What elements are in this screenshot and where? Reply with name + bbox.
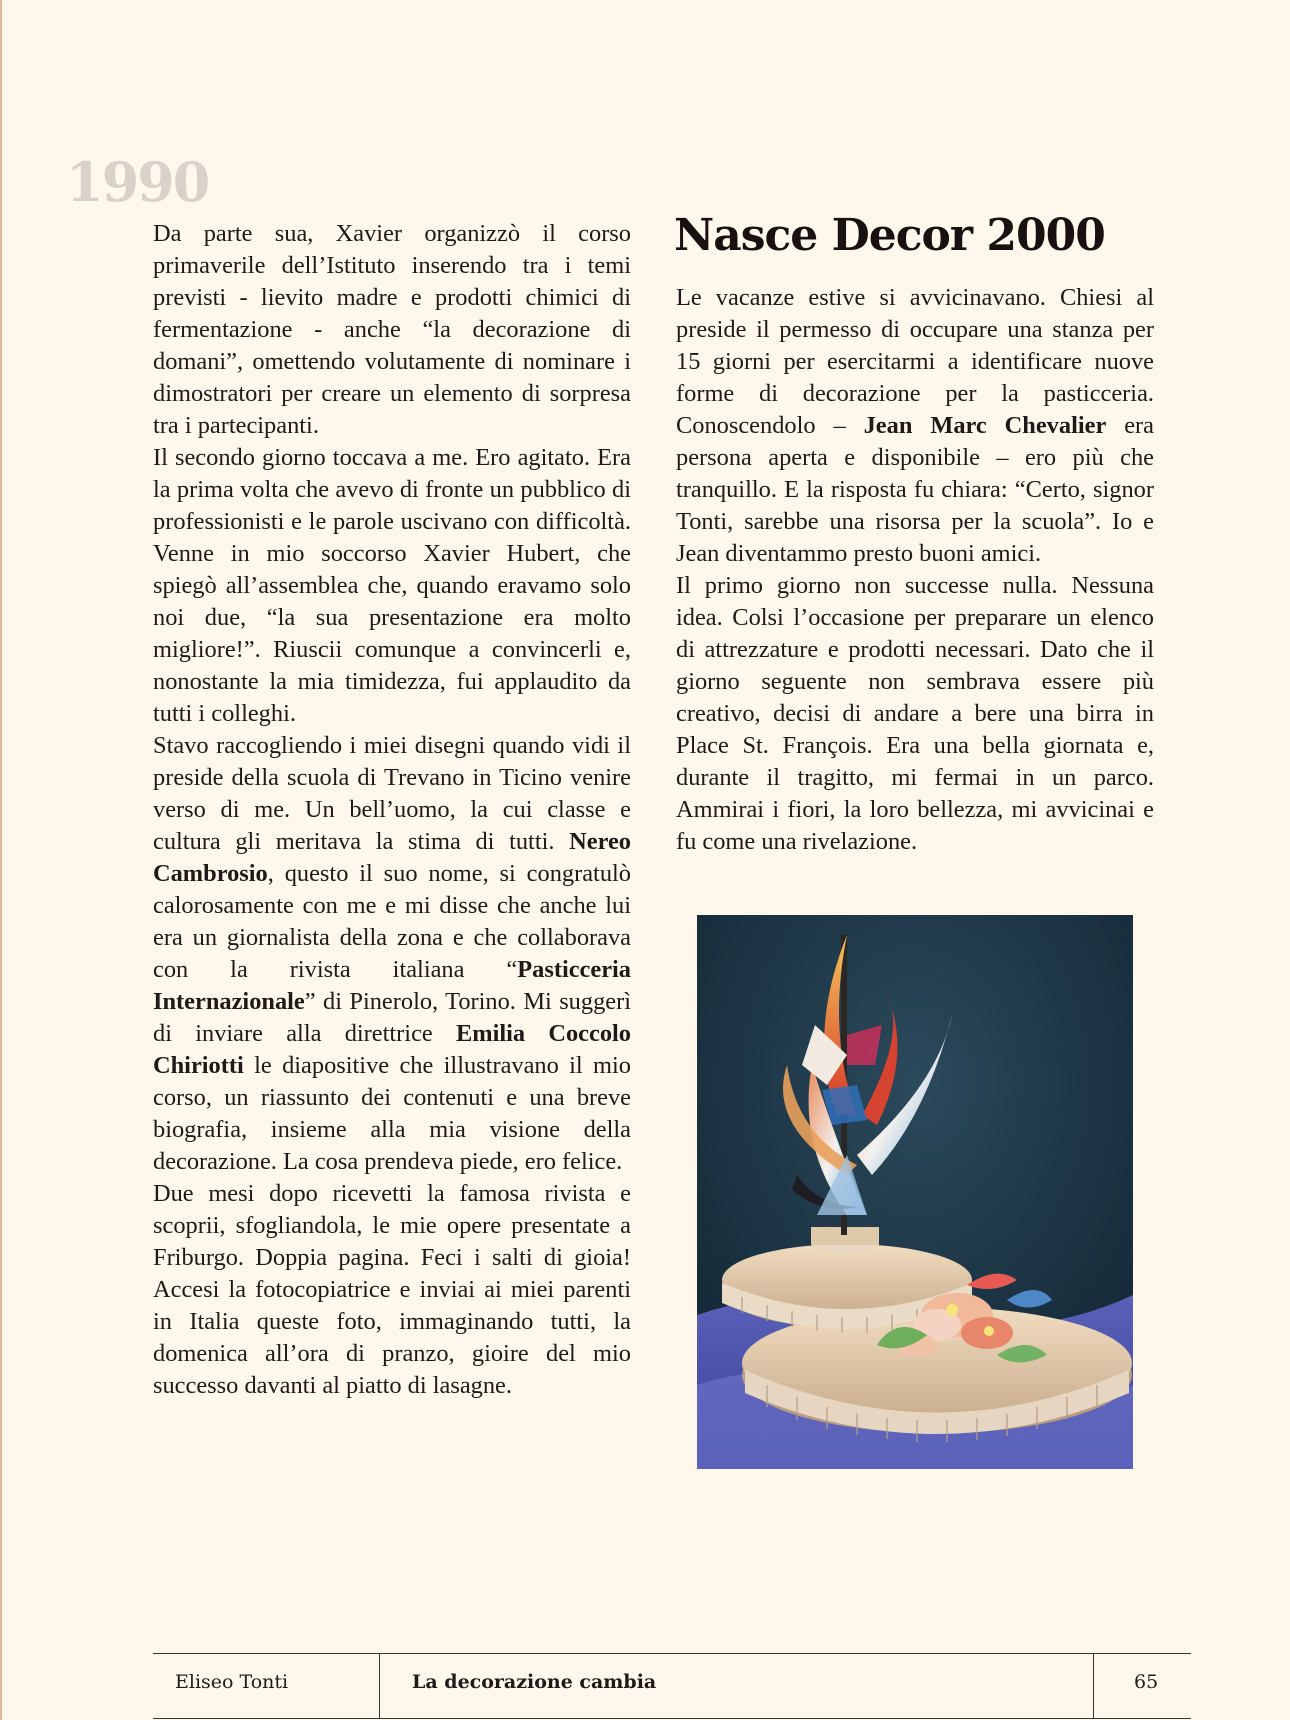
bold-name: Nereo Cambrosio [153,828,631,887]
footer-top-rule [153,1653,1191,1654]
left-column-text [153,218,631,1402]
page-edge [0,0,2,1720]
footer-bottom-rule [153,1718,1191,1719]
section-heading: Nasce Decor 2000 [674,210,1105,261]
paragraph [153,1178,631,1402]
bold-name: Emilia Coccolo Chiriotti [153,1020,631,1079]
footer-chapter: La decorazione cambia [412,1671,657,1693]
text-run: ” di Pinerolo, Torino. Mi suggerì di inviare alla direttrice [153,988,631,1047]
sugar-decoration-photo [697,915,1133,1469]
paragraph [676,570,1154,858]
text-run: , questo il suo nome, si congratulò calorosamente con me e mi disse che anche lui era un giornalista della zona e che collaborava con la rivista italiana “ [153,860,631,983]
paragraph [153,730,631,1178]
text-run: Il secondo giorno toccava a me. Ero agitato. Era la prima volta che avevo di fronte un pubblico di professionisti e le parole uscivano con difficoltà. Venne in mio soccorso Xavier Hubert, che spiegò all’assemblea che, quando eravamo solo noi due, “la sua presentazione era molto migliore!”. Riuscii comunque a convincerli e, nonostante la mia timidezza, fui applaudito da tutti i colleghi. [153,444,631,727]
footer-separator [379,1654,380,1718]
text-run: Due mesi dopo ricevetti la famosa rivista e scoprii, sfogliandola, le mie opere presentate a Friburgo. Doppia pagina. Feci i salti di gioia! Accesi la fotocopiatrice e inviai ai miei parenti in Italia queste foto, immaginando tutti, la domenica all’ora di pranzo, gioire del mio successo davanti al piatto di lasagne. [153,1180,631,1399]
text-run: le diapositive che illustravano il mio corso, un riassunto dei contenuti e una breve biografia, insieme alla mia visione della decorazione. La cosa prendeva piede, ero felice. [153,1052,631,1175]
paragraph [153,442,631,730]
text-run: Da parte sua, Xavier organizzò il corso primaverile dell’Istituto inserendo tra i temi previsti - lievito madre e prodotti chimici di fermentazione - anche “la decorazione di domani”, omettendo volutamente di nominare i dimostratori per creare un elemento di sorpresa tra i partecipanti. [153,220,631,439]
text-run: Le vacanze estive si avvicinavano. Chiesi al preside il permesso di occupare una stanza per 15 giorni per esercitarmi a identificare nuove forme di decorazione per la pasticceria. Conoscendolo – [676,284,1154,439]
page-number: 65 [1134,1671,1159,1693]
paragraph [676,282,1154,570]
text-run: Stavo raccogliendo i miei disegni quando vidi il preside della scuola di Trevano in Ticino venire verso di me. Un bell’uomo, la cui classe e cultura gli meritava la stima di tutti. [153,732,631,855]
bold-name: Jean Marc Chevalier [863,412,1107,439]
footer-author: Eliseo Tonti [175,1671,289,1693]
bold-name: Pasticceria Internazionale [153,956,631,1015]
footer-separator [1093,1654,1094,1718]
year-label: 1990 [66,150,209,214]
text-run: era persona aperta e disponibile – ero più che tranquillo. E la risposta fu chiara: “Certo, signor Tonti, sarebbe una risorsa per la scuola”. Io e Jean diventammo presto buoni amici. [676,412,1154,567]
text-run: Il primo giorno non successe nulla. Nessuna idea. Colsi l’occasione per preparare un elenco di attrezzature e prodotti necessari. Dato che il giorno seguente non sembrava essere più creativo, decisi di andare a bere una birra in Place St. François. Era una bella giornata e, durante il tragitto, mi fermai in un parco. Ammirai i fiori, la loro bellezza, mi avvicinai e fu come una rivelazione. [676,572,1154,855]
right-column-text [676,282,1154,858]
paragraph [153,218,631,442]
